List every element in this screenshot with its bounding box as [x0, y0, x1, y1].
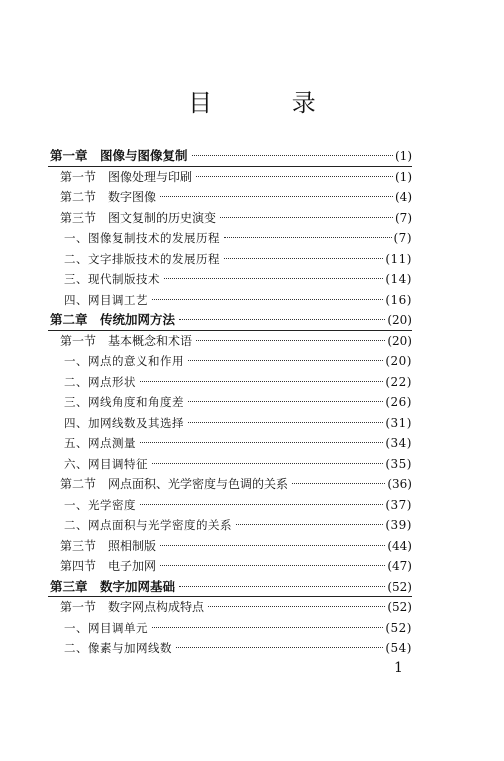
toc-entry-page: (1): [395, 169, 412, 184]
toc-entry-page: (52): [387, 579, 412, 594]
toc-entry-section: [0, 597, 504, 618]
toc-entry-label: 第三节 照相制版: [60, 538, 157, 553]
dot-leader: [160, 545, 385, 546]
toc-entry-page: (20): [385, 354, 412, 368]
toc-entry-label: 四、加网线数及其选择: [64, 415, 184, 430]
toc-entry-subsection: [0, 228, 504, 249]
toc-entry-subsection: [0, 618, 504, 639]
toc-entry-chapter: [0, 310, 504, 331]
toc-entry-subsection: [0, 269, 504, 290]
toc-entry-label: 三、现代制版技术: [64, 272, 160, 286]
toc-entry-label: 二、网点面积与光学密度的关系: [64, 518, 232, 532]
toc-entry-page: (44): [387, 538, 412, 553]
toc-entry-page: (31): [385, 415, 412, 430]
dot-leader: [236, 524, 383, 525]
toc-entry-page: (52): [385, 620, 412, 635]
toc-entry-page: (11): [385, 251, 412, 266]
dot-leader: [140, 381, 383, 382]
toc-entry-section: [0, 187, 504, 208]
toc-entry-label: 一、网目调单元: [64, 620, 148, 635]
toc-entry-section: [0, 536, 504, 557]
dot-leader: [188, 401, 383, 402]
toc-entry-page: (7): [395, 210, 412, 225]
toc-entry-label: 一、图像复制技术的发展历程: [64, 231, 220, 245]
toc-entry-subsection: [0, 454, 504, 475]
toc-entry-subsection: [0, 392, 504, 413]
toc-entry-label: 第一节 图像处理与印刷: [60, 169, 193, 184]
toc-entry-subsection: [0, 495, 504, 516]
dot-leader: [224, 237, 392, 238]
dot-leader: [152, 463, 383, 464]
toc-entry-label: 二、像素与加网线数: [64, 641, 172, 655]
toc-entry-subsection: [0, 433, 504, 454]
toc-entry-page: (37): [385, 497, 412, 512]
toc-entry-chapter: [0, 577, 504, 598]
toc-entry-section: [0, 556, 504, 577]
toc-entry-page: (22): [385, 374, 412, 389]
toc-entry-label: 一、网点的意义和作用: [64, 354, 184, 368]
toc-entry-label: 六、网目调特征: [64, 456, 148, 471]
toc-entry-label: 五、网点测量: [64, 436, 136, 450]
toc-entry-subsection: [0, 413, 504, 434]
dot-leader: [152, 627, 383, 628]
toc-entry-page: (36): [387, 477, 412, 491]
toc-entry-section: [0, 208, 504, 229]
toc-entry-page: (34): [385, 436, 412, 450]
page-title: 目 录: [188, 89, 352, 117]
dot-leader: [179, 586, 385, 587]
toc-entry-page: (1): [395, 149, 412, 163]
dot-leader: [164, 278, 383, 279]
dot-leader: [220, 217, 393, 218]
toc-entry-subsection: [0, 249, 504, 270]
toc-entry-subsection: [0, 351, 504, 372]
toc-entry-label: 二、网点形状: [64, 374, 136, 389]
toc-entry-label: 第一节 基本概念和术语: [60, 333, 193, 348]
toc-entry-subsection: [0, 290, 504, 311]
toc-entry-page: (39): [385, 518, 412, 532]
toc-entry-label: 第一节 数字网点构成特点: [60, 600, 205, 614]
toc-entry-section: [0, 474, 504, 495]
toc-entry-page: (14): [385, 272, 412, 286]
toc-entry-page: (7): [393, 231, 412, 245]
toc-entry-page: (35): [385, 456, 412, 471]
toc-entry-label: 一、光学密度: [64, 497, 136, 512]
toc-entry-page: (52): [387, 600, 412, 614]
toc-entry-page: (20): [387, 333, 412, 348]
table-of-contents: [0, 146, 504, 659]
toc-entry-label: 第三章 数字加网基础: [50, 578, 176, 594]
dot-leader: [140, 504, 383, 505]
toc-entry-label: 第二节 数字图像: [60, 190, 157, 204]
toc-entry-page: (20): [387, 313, 412, 327]
toc-entry-label: 第二章 传统加网方法: [50, 312, 176, 327]
toc-entry-label: 第二节 网点面积、光学密度与色调的关系: [60, 477, 289, 491]
dot-leader: [152, 299, 383, 300]
dot-leader: [176, 647, 383, 648]
toc-entry-subsection: [0, 515, 504, 536]
page-number: 1: [394, 660, 403, 676]
toc-entry-label: 第三节 图文复制的历史演变: [60, 210, 217, 225]
toc-entry-label: 第四节 电子加网: [60, 559, 157, 573]
dot-leader: [208, 606, 385, 607]
toc-entry-page: (54): [385, 641, 412, 655]
dot-leader: [292, 483, 385, 484]
dot-leader: [188, 360, 383, 361]
toc-entry-page: (4): [395, 190, 412, 204]
toc-entry-page: (26): [385, 395, 412, 409]
toc-entry-subsection: [0, 638, 504, 659]
dot-leader: [140, 442, 383, 443]
toc-entry-page: (16): [385, 292, 412, 307]
dot-leader: [179, 319, 385, 320]
dot-leader: [224, 258, 383, 259]
toc-entry-section: [0, 331, 504, 352]
toc-entry-label: 三、网线角度和角度差: [64, 395, 184, 409]
toc-entry-subsection: [0, 372, 504, 393]
dot-leader: [188, 422, 383, 423]
dot-leader: [160, 196, 393, 197]
toc-entry-page: (47): [387, 559, 412, 573]
dot-leader: [192, 155, 393, 156]
toc-entry-chapter: [0, 146, 504, 167]
toc-entry-label: 二、文字排版技术的发展历程: [64, 251, 220, 266]
toc-entry-label: 第一章 图像与图像复制: [50, 148, 188, 163]
toc-entry-section: [0, 167, 504, 188]
dot-leader: [196, 176, 393, 177]
toc-entry-label: 四、网目调工艺: [64, 292, 148, 307]
dot-leader: [160, 565, 385, 566]
dot-leader: [196, 340, 385, 341]
